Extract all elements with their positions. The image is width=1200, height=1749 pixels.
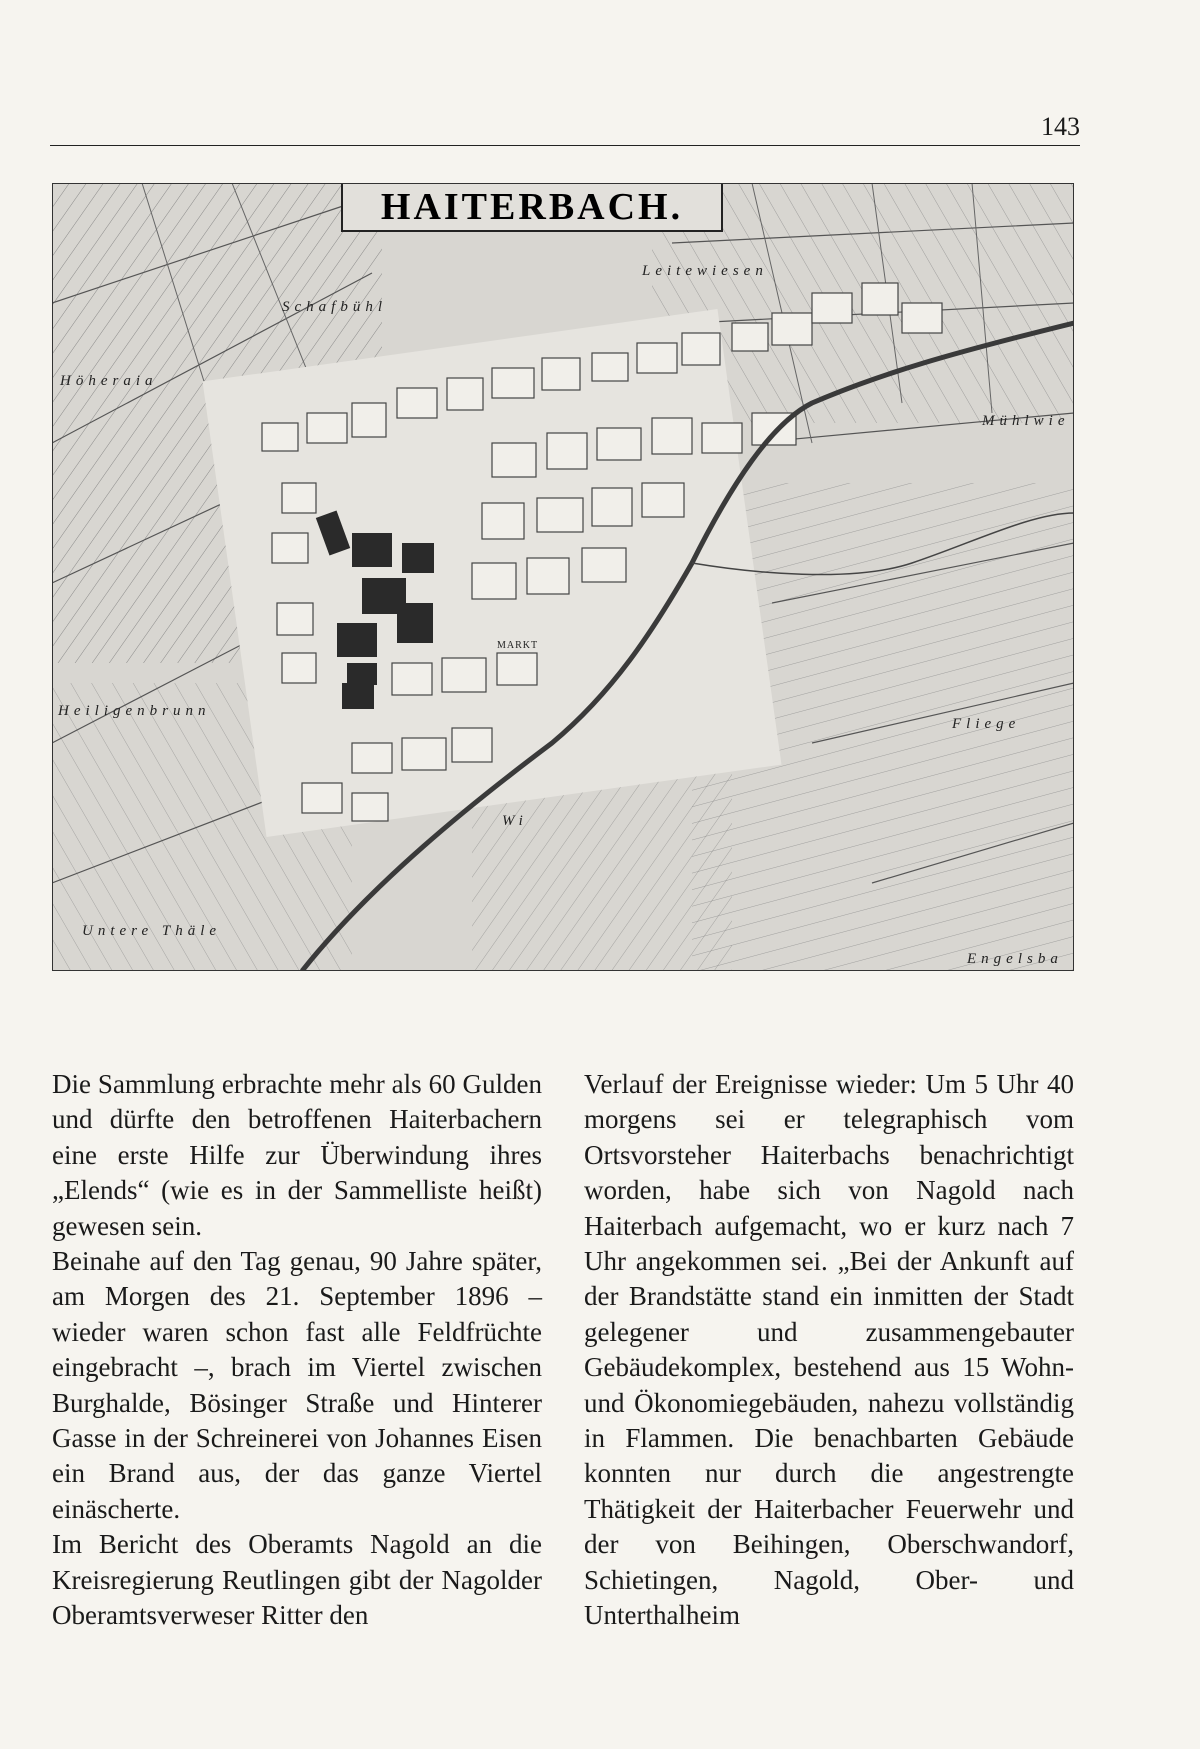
paragraph: Die Sammlung erbrachte mehr als 60 Gulden und dürfte den betroffenen Haiterbachern eine erste Hilfe zur Überwindung ihres „Elends“ (wie es in der Sammelliste heißt) gewesen sein. [52,1069,542,1241]
label-heiligenbrunn: Heiligenbrunn [58,703,211,719]
paragraph: Im Bericht des Oberamts Nagold an die Kreisregierung Reutlingen gibt der Nagolder Oberamtsverweser Ritter den [52,1529,542,1631]
label-wi: Wi [502,813,528,829]
paragraph: Verlauf der Ereignisse wieder: Um 5 Uhr 40 morgens sei er telegraphisch vom Ortsvorsteher Haiterbachs benachrichtigt worden, habe sich von Nagold nach Haiterbach aufgemacht, wo er kurz nach 7 Uhr angekommen sei. „Bei der Ankunft auf der Brandstätte stand ein inmitten der Stadt gelegener und zusammengebauter Gebäudekomplex, bestehend aus 15 Wohn- und Ökonomiegebäuden, nahezu vollständig in Flammen. Die benachbarten Gebäude konnten nur durch die angestrengte Thätigkeit der Haiterbacher Feuerwehr und der von Beihingen, Oberschwandorf, Schietingen, Nagold, Ober- und Unterthalheim [584,1069,1074,1631]
page-number: 143 [1041,112,1080,141]
paragraph: Beinahe auf den Tag genau, 90 Jahre später, am Morgen des 21. September 1896 – wieder waren schon fast alle Feldfrüchte eingebracht –, brach im Viertel zwischen Burghalde, Bösinger Straße und Hinterer Gasse in der Schreinerei von Johannes Eisen ein Brand aus, der das ganze Viertel einäscherte. [52,1246,542,1524]
label-markt: MARKT [497,640,539,651]
text-column-right [584,1067,1074,1634]
label-untere-thaele: Untere Thäle [82,923,222,939]
label-muehlwiesen: Mühlwie [982,413,1070,429]
map-title: HAITERBACH. [380,186,684,228]
cadastral-map [52,183,1074,971]
text-column-left [52,1067,542,1634]
label-schafbuehl: Schafbühl [282,299,387,315]
header-rule [50,145,1080,146]
label-leitewiesen: Leitewiesen [642,263,768,279]
label-fliegen: Fliege [952,716,1021,732]
label-hoeheraia: Höheraia [60,373,158,389]
label-engelsbach: Engelsba [967,951,1063,967]
